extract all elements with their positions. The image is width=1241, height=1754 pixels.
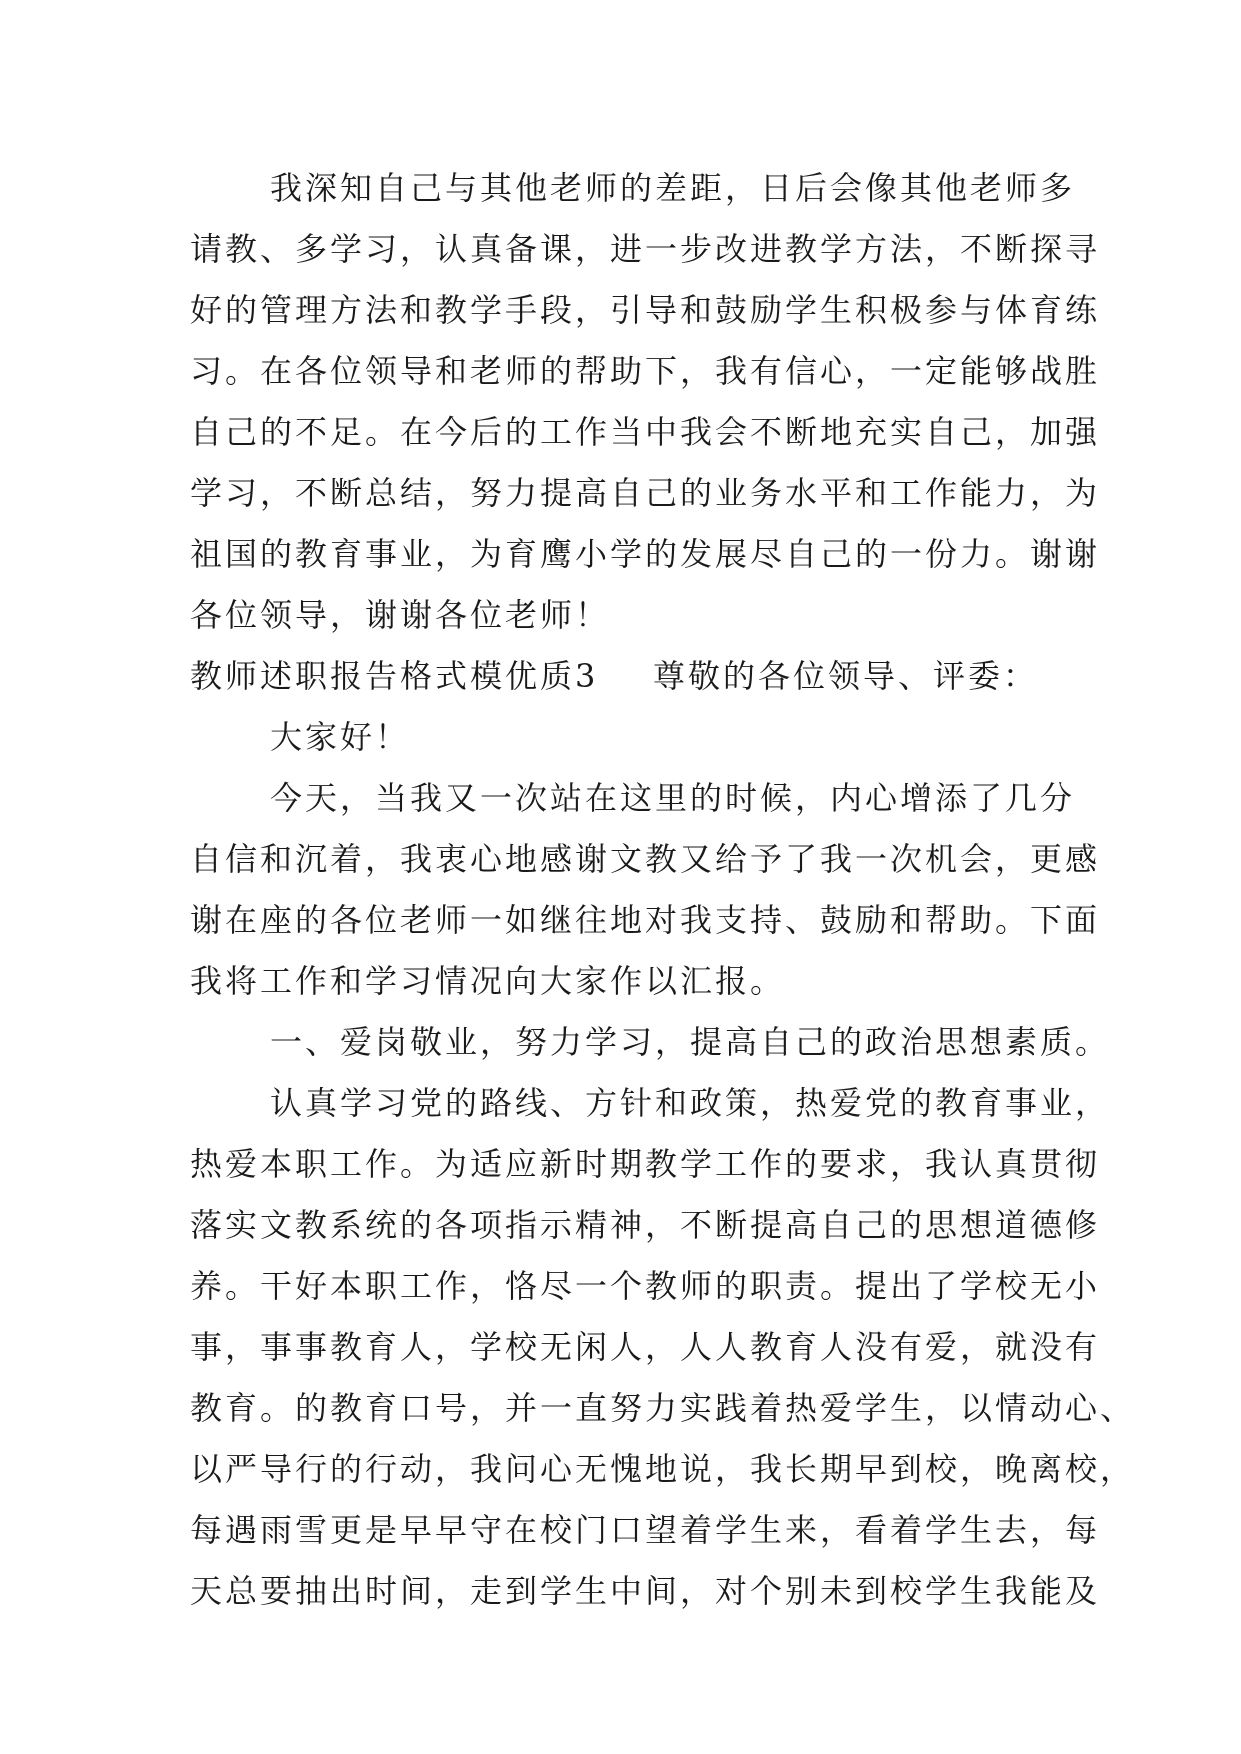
paragraph3-line-8: 每遇雨雪更是早早守在校门口望着学生来，看着学生去，每 xyxy=(190,1511,1101,1549)
paragraph2-line-3: 谢在座的各位老师一如继往地对我支持、鼓励和帮助。下面 xyxy=(190,901,1101,939)
paragraph1-line-3: 好的管理方法和教学手段，引导和鼓励学生积极参与体育练 xyxy=(190,291,1101,329)
paragraph1-line-8: 各位领导，谢谢各位老师！ xyxy=(190,596,611,634)
paragraph3-line-9: 天总要抽出时间，走到学生中间，对个别未到校学生我能及 xyxy=(190,1572,1101,1610)
salutation: 尊敬的各位领导、评委： xyxy=(653,657,1039,695)
paragraph1-line-5: 自己的不足。在今后的工作当中我会不断地充实自己，加强 xyxy=(190,413,1101,451)
paragraph3-line-5: 事，事事教育人，学校无闲人，人人教育人没有爱，就没有 xyxy=(190,1328,1101,1366)
paragraph3-line-3: 落实文教系统的各项指示精神，不断提高自己的思想道德修 xyxy=(190,1206,1101,1244)
paragraph2-line-1: 今天，当我又一次站在这里的时候，内心增添了几分 xyxy=(270,779,1076,817)
paragraph3-line-2: 热爱本职工作。为适应新时期教学工作的要求，我认真贯彻 xyxy=(190,1145,1101,1183)
paragraph1-line-7: 祖国的教育事业，为育鹰小学的发展尽自己的一份力。谢谢 xyxy=(190,535,1101,573)
paragraph3-line-4: 养。干好本职工作，恪尽一个教师的职责。提出了学校无小 xyxy=(190,1267,1101,1305)
paragraph2-line-4: 我将工作和学习情况向大家作以汇报。 xyxy=(190,962,786,1000)
paragraph1-line-2: 请教、多学习，认真备课，进一步改进教学方法，不断探寻 xyxy=(190,230,1101,268)
paragraph1-line-6: 学习，不断总结，努力提高自己的业务水平和工作能力，为 xyxy=(190,474,1101,512)
document-body xyxy=(190,158,1136,1622)
paragraph3-line-7: 以严导行的行动，我问心无愧地说，我长期早到校，晚离校， xyxy=(190,1450,1136,1488)
paragraph3-line-6: 教育。的教育口号，并一直努力实践着热爱学生，以情动心、 xyxy=(190,1389,1136,1427)
paragraph2-line-2: 自信和沉着，我衷心地感谢文教又给予了我一次机会，更感 xyxy=(190,840,1101,878)
paragraph1-line-1: 我深知自己与其他老师的差距，日后会像其他老师多 xyxy=(270,169,1076,207)
paragraph3-line-1: 认真学习党的路线、方针和政策，热爱党的教育事业， xyxy=(270,1084,1111,1122)
report-title: 教师述职报告格式模优质3 xyxy=(190,657,599,695)
paragraph1-line-4: 习。在各位领导和老师的帮助下，我有信心，一定能够战胜 xyxy=(190,352,1101,390)
greeting: 大家好！ xyxy=(270,718,411,756)
section1-title: 一、爱岗敬业，努力学习，提高自己的政治思想素质。 xyxy=(270,1023,1111,1061)
report-heading xyxy=(190,646,1070,707)
